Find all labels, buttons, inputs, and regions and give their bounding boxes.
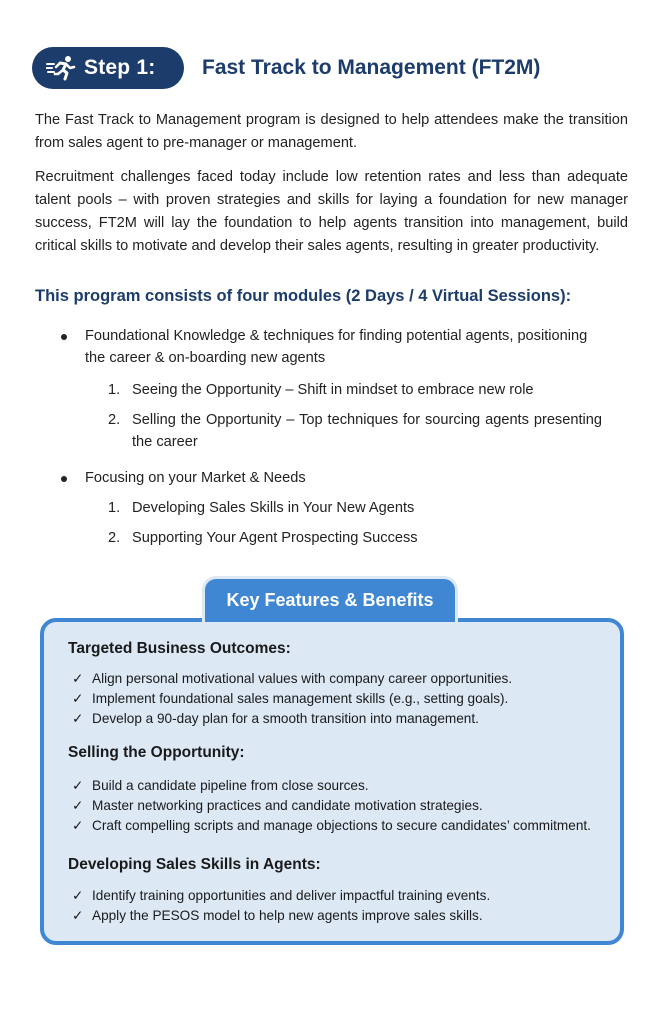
module-item-text: Supporting Your Agent Prospecting Success	[132, 530, 418, 546]
module-item	[108, 409, 602, 453]
feature-item-text: Implement foundational sales management skills (e.g., setting goals).	[92, 691, 509, 706]
module-group	[85, 467, 605, 489]
module-group-label: Focusing on your Market & Needs	[85, 470, 306, 486]
checkmark-icon: ✓	[72, 798, 84, 813]
feature-item-text: Build a candidate pipeline from close sources.	[92, 778, 369, 793]
step-label: Step 1:	[84, 56, 156, 79]
module-item-number: 2.	[108, 412, 121, 428]
features-section-title: Targeted Business Outcomes:	[68, 640, 291, 657]
feature-item-text: Identify training opportunities and deliver impactful training events.	[92, 888, 491, 903]
feature-item	[72, 886, 490, 906]
runner-icon	[46, 55, 76, 81]
step-badge	[32, 47, 184, 89]
features-section-title: Selling the Opportunity:	[68, 744, 245, 761]
module-item	[108, 497, 602, 519]
checkmark-icon: ✓	[72, 778, 84, 793]
checkmark-icon: ✓	[72, 671, 84, 686]
intro-paragraph: Recruitment challenges faced today include low retention rates and less than adequate talent pools – with proven strategies and skills for laying a foundation for new manager success, FT2M will lay the foundation to help agents transition into management, build critical skills to motivate and develop their sales agents, resulting in greater productivity.	[35, 169, 628, 254]
feature-item	[72, 796, 483, 816]
feature-item	[72, 689, 508, 709]
feature-item	[72, 709, 479, 729]
module-group-label: Foundational Knowledge & techniques for finding potential agents, positioning the career & on-boarding new agents	[85, 328, 588, 366]
checkmark-icon: ✓	[72, 818, 84, 833]
feature-item	[72, 776, 369, 796]
checkmark-icon: ✓	[72, 691, 84, 706]
feature-item-text: Align personal motivational values with company career opportunities.	[92, 671, 513, 686]
module-item-text: Selling the Opportunity – Top techniques for sourcing agents presenting the career	[132, 412, 602, 450]
module-item	[108, 527, 602, 549]
feature-item-text: Develop a 90-day plan for a smooth transition into management.	[92, 711, 479, 726]
module-item-text: Seeing the Opportunity – Shift in mindset to embrace new role	[132, 382, 534, 398]
checkmark-icon: ✓	[72, 908, 84, 923]
module-item-text: Developing Sales Skills in Your New Agents	[132, 500, 415, 516]
module-item-number: 1.	[108, 382, 121, 398]
page-title: Fast Track to Management (FT2M)	[202, 56, 541, 79]
step-header	[32, 47, 540, 89]
feature-item-text: Apply the PESOS model to help new agents improve sales skills.	[92, 908, 483, 923]
feature-item	[72, 816, 591, 836]
module-item-number: 2.	[108, 530, 121, 546]
bullet-icon	[61, 334, 67, 340]
feature-item-text: Master networking practices and candidate motivation strategies.	[92, 798, 483, 813]
modules-heading: This program consists of four modules (2 Days / 4 Virtual Sessions):	[35, 287, 572, 305]
module-group	[85, 325, 605, 369]
checkmark-icon: ✓	[72, 711, 84, 726]
features-section-title: Developing Sales Skills in Agents:	[68, 856, 321, 873]
intro-paragraph: The Fast Track to Management program is designed to help attendees make the transition from sales agent to pre-manager or management.	[35, 112, 628, 151]
checkmark-icon: ✓	[72, 888, 84, 903]
feature-item	[72, 906, 483, 926]
bullet-icon	[61, 476, 67, 482]
module-item	[108, 379, 602, 401]
module-item-number: 1.	[108, 500, 121, 516]
feature-item	[72, 669, 512, 689]
feature-item-text: Craft compelling scripts and manage objections to secure candidates’ commitment.	[92, 818, 591, 833]
key-features-tab: Key Features & Benefits	[202, 576, 458, 622]
